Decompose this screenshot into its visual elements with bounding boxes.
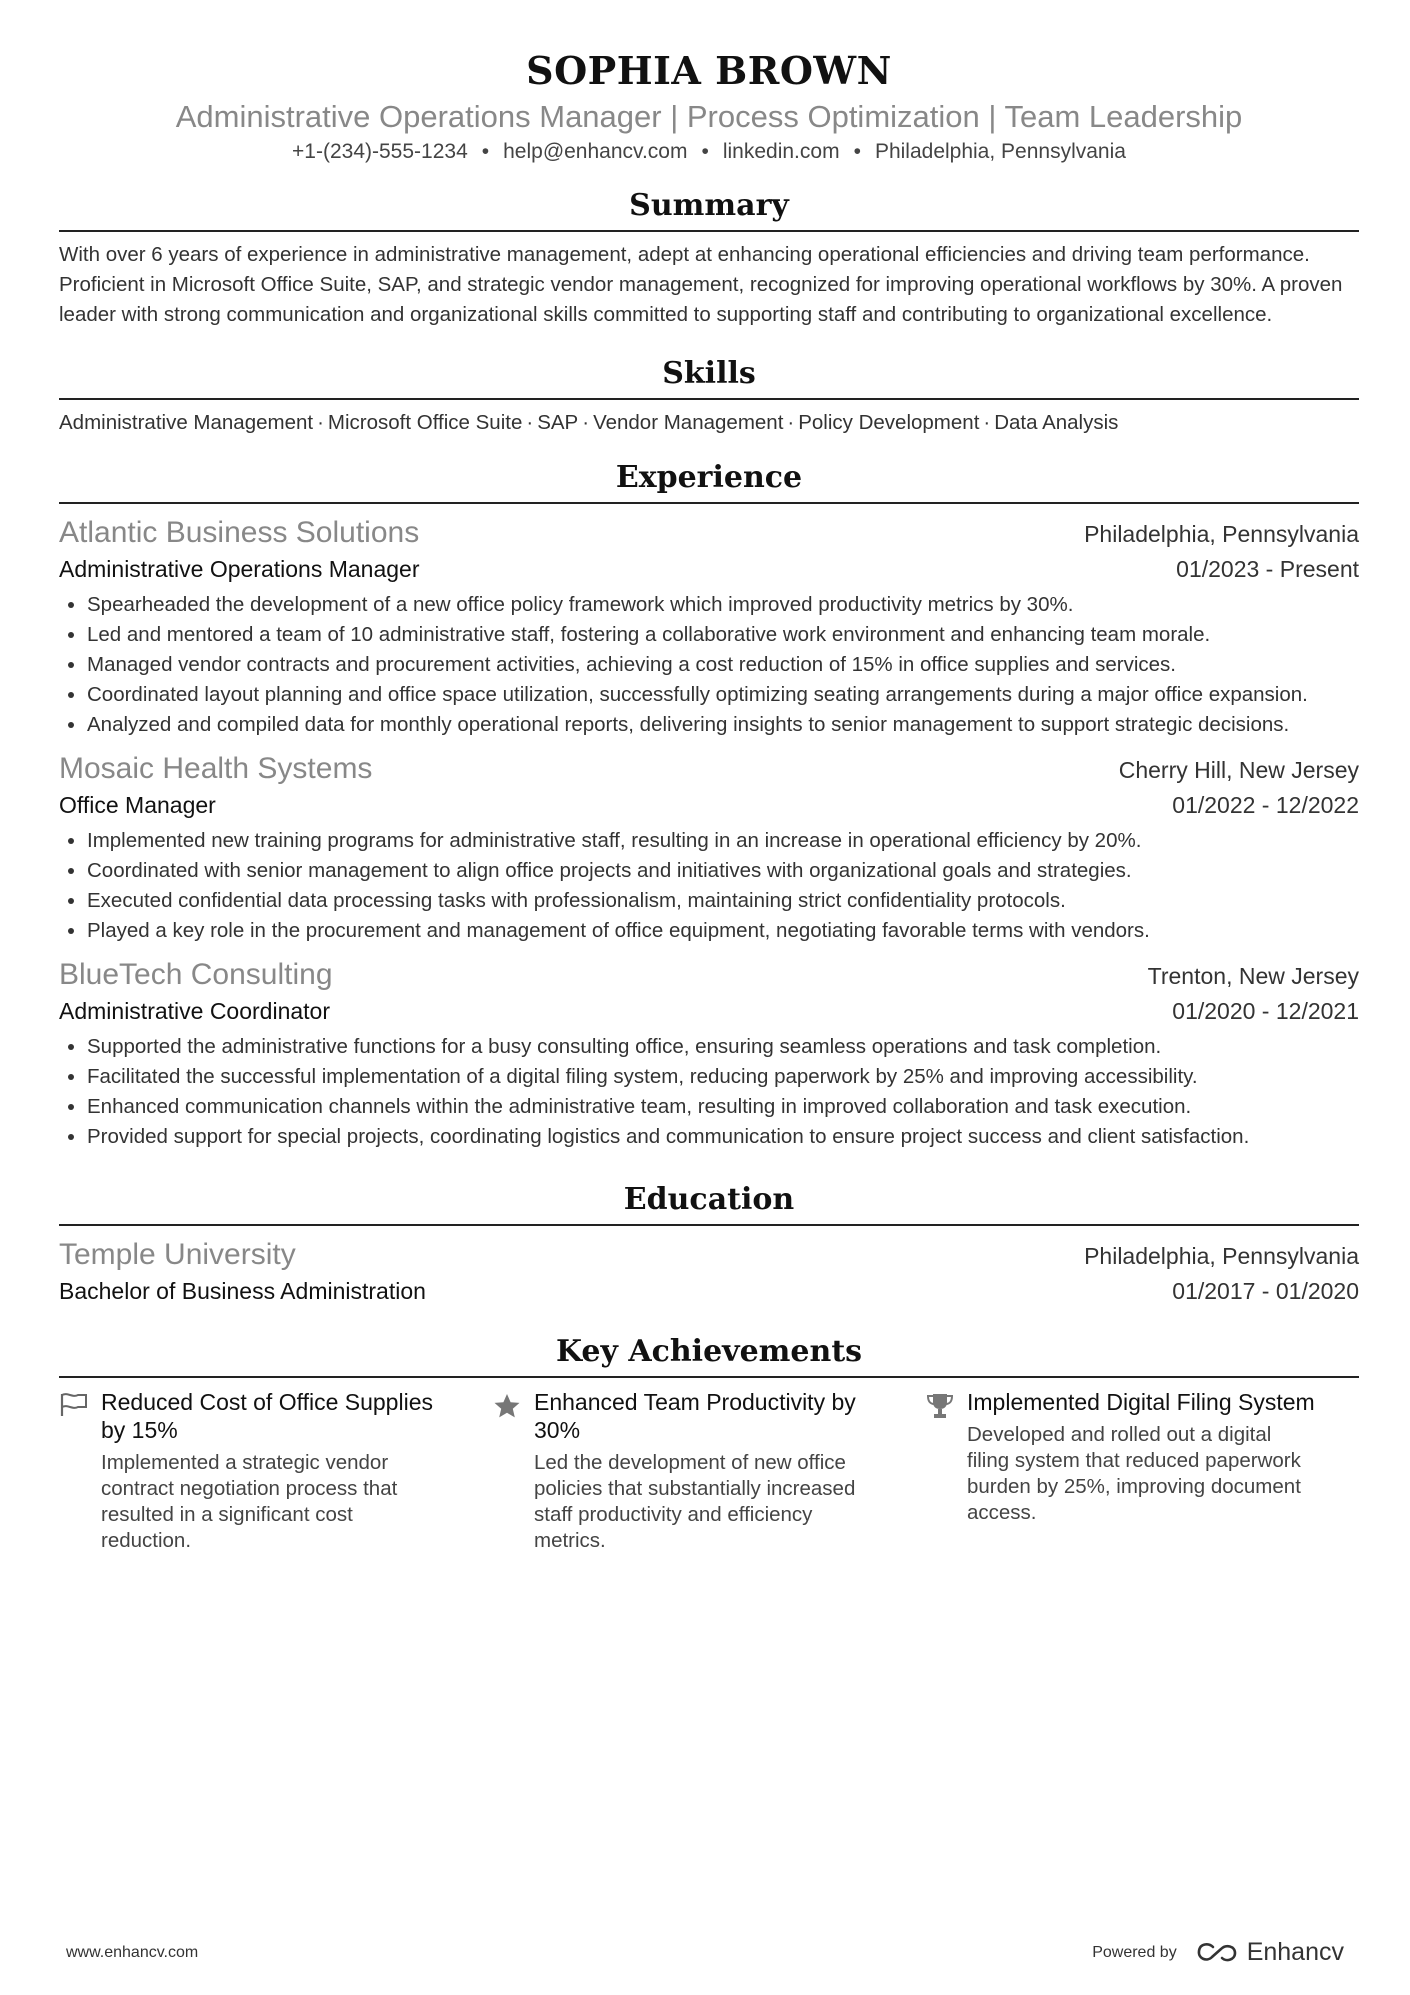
skill-item: SAP <box>537 411 579 434</box>
skill-separator: · <box>526 411 534 434</box>
job-dates: 01/2020 - 12/2021 <box>1172 998 1359 1024</box>
education-dates: 01/2017 - 01/2020 <box>1172 1278 1359 1304</box>
job-bullet: • Executed confidential data processing tasks with professionalism, maintaining strict confidentiality protocols. <box>87 886 1359 916</box>
skill-item: Microsoft Office Suite <box>327 411 523 434</box>
job-location: Philadelphia, Pennsylvania <box>1084 521 1359 547</box>
contact-line <box>59 138 1359 166</box>
education-entry <box>59 1236 1359 1308</box>
job-bullet: • Facilitated the successful implementation of a digital filing system, reducing paperwork by 25% and improving accessibility. <box>87 1062 1359 1092</box>
job-title: Administrative Coordinator <box>59 998 331 1024</box>
skills-list <box>59 408 1359 438</box>
achievement-item <box>925 1388 1358 1554</box>
skill-separator: · <box>787 411 795 434</box>
job-dates: 01/2023 - Present <box>1176 556 1359 582</box>
job-title: Administrative Operations Manager <box>59 556 420 582</box>
job-bullet: • Coordinated with senior management to align office projects and initiatives with organizational goals and strategies. <box>87 856 1359 886</box>
powered-by-label: Powered by <box>1092 1943 1177 1961</box>
company-name: Atlantic Business Solutions <box>59 516 420 549</box>
job-bullet: • Enhanced communication channels within the administrative team, resulting in improved collaboration and task execution. <box>87 1092 1359 1122</box>
degree: Bachelor of Business Administration <box>59 1278 426 1304</box>
job-bullets <box>59 826 1359 946</box>
job-bullet: • Supported the administrative functions for a busy consulting office, ensuring seamless operations and task completion. <box>87 1032 1359 1062</box>
headline: Administrative Operations Manager | Process Optimization | Team Leadership <box>175 99 1243 134</box>
achievements-grid <box>59 1388 1359 1554</box>
experience-section <box>59 456 1359 1152</box>
section-title-summary: Summary <box>59 184 1359 232</box>
achievements-section <box>59 1330 1359 1554</box>
contact-separator: • <box>701 140 709 163</box>
linkedin-link[interactable]: linkedin.com <box>722 140 840 163</box>
section-title-skills: Skills <box>59 352 1359 400</box>
candidate-name: SOPHIA BROWN <box>526 48 892 93</box>
job-bullet: • Provided support for special projects, coordinating logistics and communication to ensure project success and client satisfaction. <box>87 1122 1359 1152</box>
trophy-icon <box>925 1388 959 1554</box>
brand-name: Enhancv <box>1246 1938 1344 1966</box>
summary-section <box>59 184 1359 330</box>
flag-icon <box>59 1388 93 1554</box>
section-title-experience: Experience <box>59 456 1359 504</box>
job-bullet: • Spearheaded the development of a new office policy framework which improved productivity metrics by 30%. <box>87 590 1359 620</box>
job-bullet: • Managed vendor contracts and procurement activities, achieving a cost reduction of 15% in office supplies and services. <box>87 650 1359 680</box>
company-name: Mosaic Health Systems <box>59 752 373 785</box>
job-bullet: • Played a key role in the procurement and management of office equipment, negotiating favorable terms with vendors. <box>87 916 1359 946</box>
job-entry <box>59 750 1359 946</box>
location: Philadelphia, Pennsylvania <box>874 140 1126 163</box>
enhancv-logo-icon <box>1195 1941 1239 1965</box>
job-entry <box>59 514 1359 740</box>
school-name: Temple University <box>59 1238 296 1271</box>
email-link[interactable]: help@enhancv.com <box>503 140 688 163</box>
section-title-education: Education <box>59 1178 1359 1226</box>
job-location: Cherry Hill, New Jersey <box>1118 757 1359 783</box>
job-bullet: • Coordinated layout planning and office space utilization, successfully optimizing seating arrangements during a major office expansion. <box>87 680 1359 710</box>
achievement-title: Enhanced Team Productivity by 30% <box>534 1389 856 1443</box>
achievement-item <box>59 1388 492 1554</box>
powered-by <box>1092 1938 1344 1967</box>
job-bullet: • Implemented new training programs for administrative staff, resulting in an increase in operational efficiency by 20%. <box>87 826 1359 856</box>
summary-text: With over 6 years of experience in administrative management, adept at enhancing operational efficiencies and driving team performance. Proficient in Microsoft Office Suite, SAP, and strategic vendor management, recognized for improving operational workflows by 30%. A proven leader with strong communication and organizational skills committed to supporting staff and contributing to organizational excellence. <box>59 243 1343 326</box>
job-title: Office Manager <box>59 792 216 818</box>
company-name: BlueTech Consulting <box>59 958 333 991</box>
skill-item: Data Analysis <box>994 411 1119 434</box>
job-bullet: • Analyzed and compiled data for monthly operational reports, delivering insights to senior management to support strategic decisions. <box>87 710 1359 740</box>
skill-item: Administrative Management <box>59 411 314 434</box>
job-entry <box>59 956 1359 1152</box>
brand-logo[interactable] <box>1195 1938 1344 1967</box>
job-bullet: • Led and mentored a team of 10 administrative staff, fostering a collaborative work environment and enhancing team morale. <box>87 620 1359 650</box>
achievement-item <box>492 1388 925 1554</box>
contact-separator: • <box>481 140 490 163</box>
skill-item: Vendor Management <box>593 411 784 434</box>
education-section <box>59 1178 1359 1308</box>
achievement-description: Implemented a strategic vendor contract negotiation process that resulted in a significant cost reduction. <box>101 1451 398 1552</box>
resume-page <box>59 0 1359 1554</box>
skill-separator: · <box>983 411 991 434</box>
skill-separator: · <box>582 411 590 434</box>
skill-item: Policy Development <box>798 411 980 434</box>
footer-website-link[interactable]: www.enhancv.com <box>66 1943 199 1961</box>
contact-separator: • <box>853 140 861 163</box>
phone: +1-(234)-555-1234 <box>292 140 468 163</box>
footer <box>66 1938 1344 1967</box>
job-dates: 01/2022 - 12/2022 <box>1172 792 1359 818</box>
star-icon <box>492 1388 526 1554</box>
school-location: Philadelphia, Pennsylvania <box>1084 1243 1359 1269</box>
achievement-title: Implemented Digital Filing System <box>967 1389 1315 1415</box>
skills-section <box>59 352 1359 438</box>
job-bullets <box>59 590 1359 740</box>
achievement-description: Developed and rolled out a digital filing system that reduced paperwork burden by 25%, improving document access. <box>967 1423 1301 1524</box>
skill-separator: · <box>317 411 324 434</box>
achievement-description: Led the development of new office policies that substantially increased staff productivity and efficiency metrics. <box>534 1451 856 1552</box>
resume-header <box>59 0 1359 166</box>
achievement-title: Reduced Cost of Office Supplies by 15% <box>101 1389 433 1443</box>
section-title-achievements: Key Achievements <box>59 1330 1359 1378</box>
job-location: Trenton, New Jersey <box>1147 963 1359 989</box>
job-bullets <box>59 1032 1359 1152</box>
